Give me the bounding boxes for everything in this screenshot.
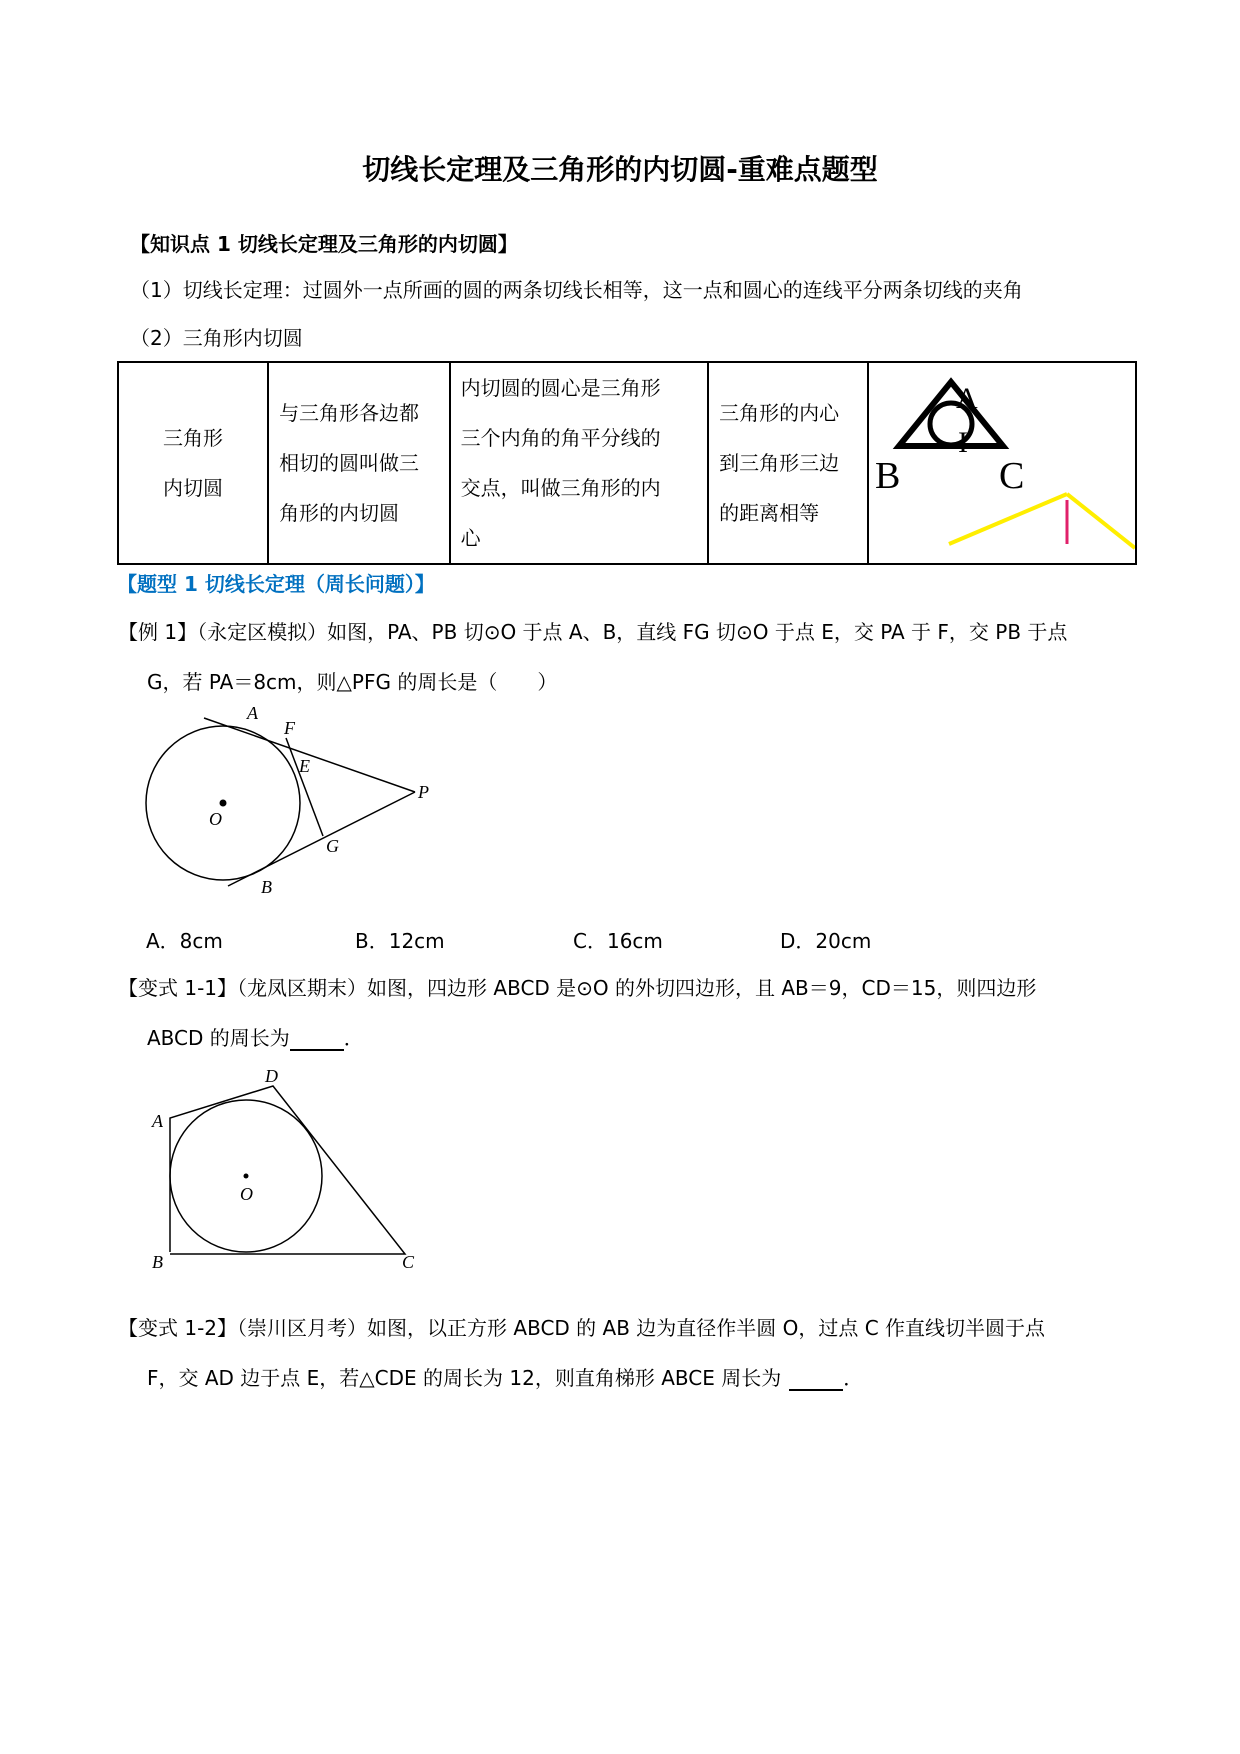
option-b: B．12cm [355,929,445,953]
label-g: G [326,836,339,856]
table-cell-definition [268,362,450,564]
var11-source: （龙凤区期末） [237,976,368,1000]
yellow-line-right [1067,494,1135,548]
page-title: 切线长定理及三角形的内切圆-重难点题型 [362,153,878,186]
var12-line1 [118,1312,1045,1341]
incircle-figure [869,364,1135,563]
cell-line: 心 [460,526,481,550]
label-b: B [874,454,901,497]
option-a: A．8cm [146,929,223,953]
cell-line: 内切圆 [163,476,224,500]
tangent-pb [228,792,415,886]
var12-tag: 【变式 1-2】 [118,1316,238,1340]
label-i: I [957,425,968,459]
var11-text2: ABCD 的周长为 [147,1026,290,1050]
cell-line: 相切的圆叫做三 [279,451,420,475]
label-e: E [299,756,310,776]
table-cell-incenter [450,362,709,564]
label-a: A [955,381,978,415]
knowledge-heading: 【知识点 1 切线长定理及三角形的内切圆】 [130,232,518,256]
tangent-pa [204,718,415,792]
var11-line1 [118,972,1036,1001]
ex1-tag: 【例 1】 [118,620,198,644]
label-b: B [261,877,272,897]
cell-line: 到三角形三边 [719,451,840,475]
table-cell-property [708,362,868,564]
cell-line: 三角形的内心 [719,401,840,425]
label-d: D [265,1066,278,1086]
answer-blank[interactable] [290,1029,344,1051]
triangle-shape [899,382,1003,446]
var11-line2 [147,1022,364,1051]
cell-line: 交点，叫做三角形的内 [460,476,661,500]
ex1-source: （永定区模拟） [197,620,328,644]
option-c: C．16cm [573,929,663,953]
var12-line2 [147,1362,863,1391]
table-cell-figure [868,362,1136,564]
var12-text1: 如图，以正方形 ABCD 的 AB 边为直径作半圆 O，过点 C 作直线切半圆于点 [367,1316,1046,1340]
table-cell-term [118,362,268,564]
cell-line: 的距离相等 [719,501,820,525]
incircle-table [117,361,1137,565]
type1-heading: 【题型 1 切线长定理（周长问题）】 [117,572,435,596]
var12-period: ． [843,1366,864,1390]
answer-blank[interactable] [789,1369,843,1391]
knowledge-item-2: （2）三角形内切圆 [130,326,303,350]
var12-source: （崇川区月考） [237,1316,368,1340]
ex1-line1 [118,616,1067,645]
cell-line: 三个内角的角平分线的 [460,426,661,450]
cell-line: 与三角形各边都 [279,401,420,425]
center-o-dot [244,1174,249,1179]
label-c: C [402,1252,415,1272]
var11-tag: 【变式 1-1】 [118,976,238,1000]
ex1-line2: G，若 PA＝8cm，则△PFG 的周长是（ ） [147,670,558,694]
cell-line: 三角形 [163,426,224,450]
label-c: C [998,454,1025,497]
label-a: A [152,1111,163,1131]
label-o: O [240,1184,253,1204]
label-p: P [418,782,429,802]
center-o-dot [220,800,227,807]
cell-line: 角形的内切圆 [279,501,400,525]
var11-text1: 如图，四边形 ABCD 是⊙O 的外切四边形，且 AB＝9，CD＝15，则四边形 [367,976,1037,1000]
label-a: A [247,703,258,723]
knowledge-item-1: （1）切线长定理：过圆外一点所画的圆的两条切线长相等，这一点和圆心的连线平分两条切线的夹角 [130,278,1023,302]
label-o: O [209,809,222,829]
label-b: B [152,1252,163,1272]
var12-text2: F，交 AD 边于点 E，若△CDE 的周长为 12，则直角梯形 ABCE 周长为 [147,1366,782,1390]
var11-figure [140,1060,440,1280]
yellow-line-left [949,494,1067,544]
cell-line: 内切圆的圆心是三角形 [460,376,661,400]
ex1-figure [140,700,450,900]
label-f: F [284,718,295,738]
ex1-text1: 如图，PA、PB 切⊙O 于点 A、B，直线 FG 切⊙O 于点 E，交 PA 于 F，交 PB 于点 [327,620,1068,644]
var11-period: ． [343,1026,364,1050]
option-d: D．20cm [780,929,872,953]
